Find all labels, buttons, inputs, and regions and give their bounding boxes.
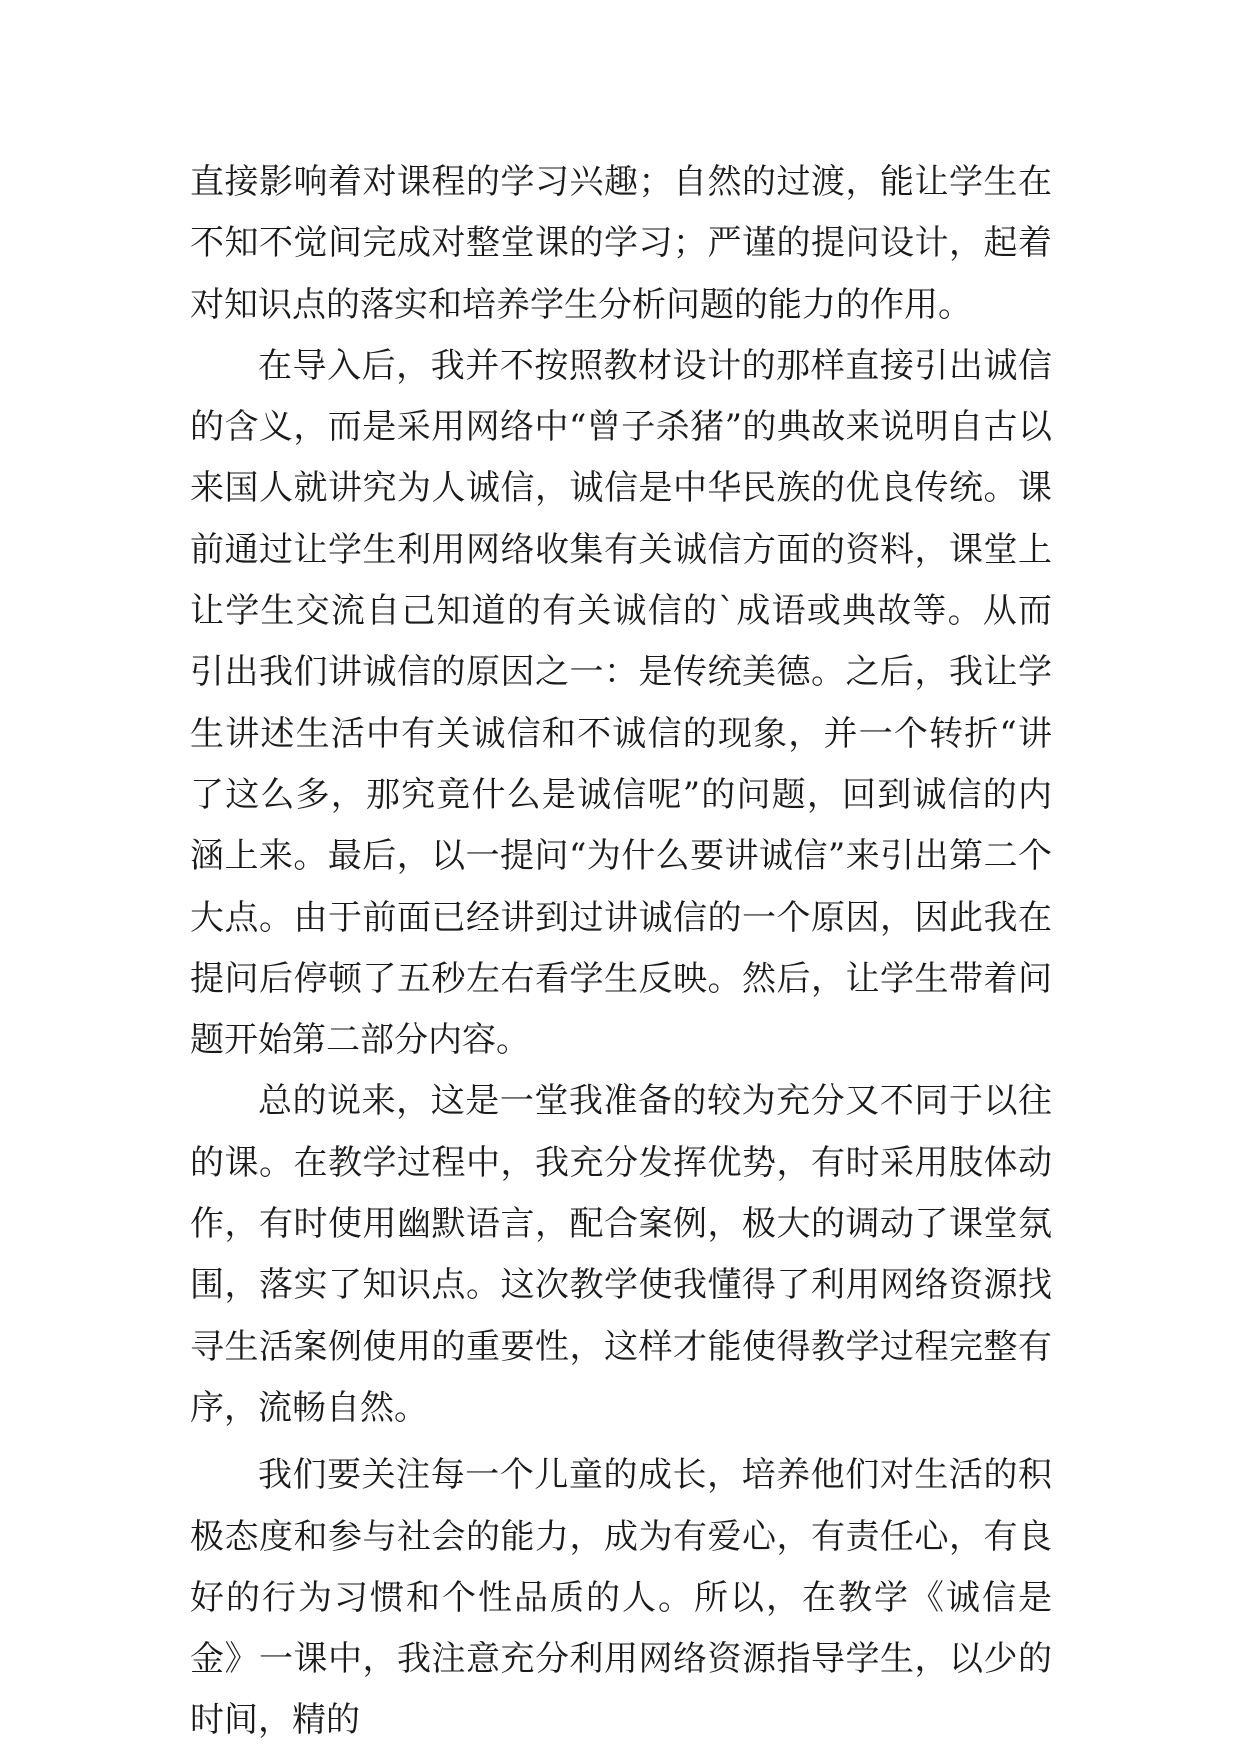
- paragraph-1: 直接影响着对课程的学习兴趣；自然的过渡，能让学生在不知不觉间完成对整堂课的学习；严谨的提问设计，起着对知识点的落实和培养学生分析问题的能力的作用。: [190, 162, 1052, 325]
- paragraph-2: 在导入后，我并不按照教材设计的那样直接引出诚信的含义，而是采用网络中“曾子杀猪”的典故来说明自古以来国人就讲究为人诚信，诚信是中华民族的优良传统。课前通过让学生利用网络收集有关诚信方面的资料，课堂上让学生交流自己知道的有关诚信的`成语或典故等。从而引出我们讲诚信的原因之一：是传统美德。之后，我让学生讲述生活中有关诚信和不诚信的现象，并一个转折“讲了这么多，那究竟什么是诚信呢”的问题，回到诚信的内涵上来。最后，以一提问“为什么要讲诚信”来引出第二个大点。由于前面已经讲到过讲诚信的一个原因，因此我在提问后停顿了五秒左右看学生反映。然后，让学生带着问题开始第二部分内容。: [190, 345, 1052, 1061]
- document-body: [190, 152, 1052, 1752]
- paragraph-3: 总的说来，这是一堂我准备的较为充分又不同于以往的课。在教学过程中，我充分发挥优势，有时采用肢体动作，有时使用幽默语言，配合案例，极大的调动了课堂氛围，落实了知识点。这次教学使我懂得了利用网络资源找寻生活案例使用的重要性，这样才能使得教学过程完整有序，流畅自然。: [190, 1081, 1052, 1428]
- paragraph-4: 我们要关注每一个儿童的成长，培养他们对生活的积极态度和参与社会的能力，成为有爱心，有责任心，有良好的行为习惯和个性品质的人。所以，在教学《诚信是金》一课中，我注意充分利用网络资源指导学生，以少的时间，精的: [190, 1455, 1052, 1741]
